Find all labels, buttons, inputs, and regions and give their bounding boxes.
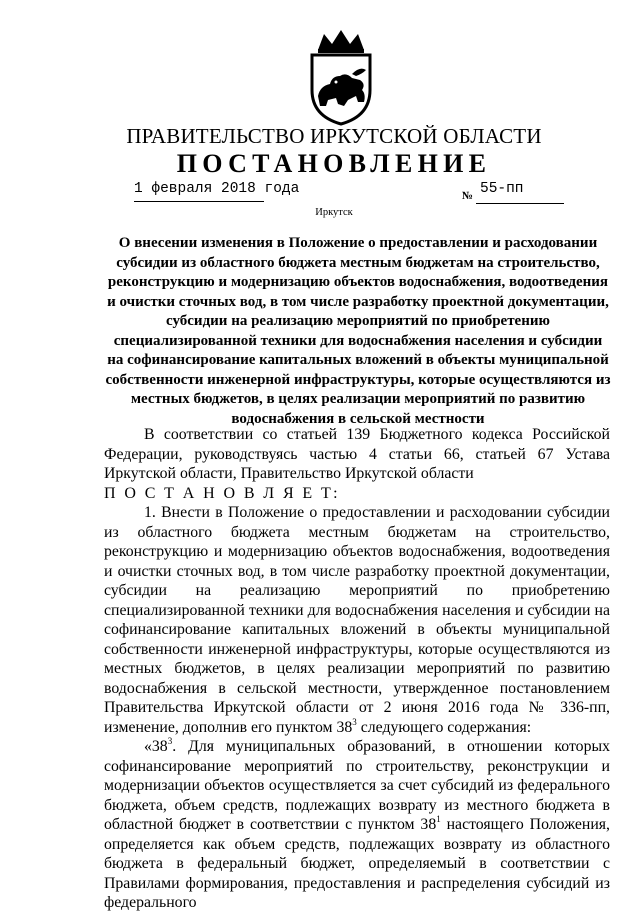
paragraph-1-text: 1. Внести в Положение о предоставлении и расходовании субсидии из областного бюджета местным бюджетам на строительство, реконструкцию и модернизацию объектов водоснабжения, водоотведения и очистки сточных вод, в том числе разработку проектной документации, субсидии на реализацию мероприятий по приобретению специализированной техники для водоснабжения населения и субсидии на софинансирование капитальных вложений в объекты муниципальной собственности инженерной инфраструктуры, которые осуществляются из местных бюджетов, в целях реализации мероприятий по развитию водоснабжения в сельской местности, утвержденное постановлением Правительства Иркутской области от 2 июня 2016 года № 336-пп, изменение, дополнив его пунктом 38 — [104, 504, 610, 736]
document-title: О внесении изменения в Положение о предоставлении и расходовании субсидии из областного бюджета местным бюджетам на строительство, реконструкцию и модернизацию объектов водоснабжения, водоотведения и очистки сточных вод, в том числе разработку проектной документации, субсидии на реализацию мероприятий по приобретению специализированной техники для водоснабжения населения и субсидии на софинансирование капитальных вложений в объекты муниципальной собственности инженерной инфраструктуры, которые осуществляются из местных бюджетов, в целях реализации мероприятий по развитию водоснабжения в сельской местности — [105, 235, 611, 427]
number-underline — [476, 203, 564, 204]
quote-sup: 3 — [167, 736, 173, 746]
date-underline — [134, 201, 264, 202]
quoted-paragraph — [104, 737, 610, 913]
document-type: ПОСТАНОВЛЕНИЕ — [176, 149, 492, 178]
document-number: 55-пп — [480, 181, 524, 197]
document-body — [104, 425, 610, 913]
paragraph-1-sup: 3 — [352, 716, 357, 727]
quote-text-2: настоящего Положения, определяется как объем средств, подлежащих возврату из областного бюджета в федеральный бюджет, определяемый в соответствии с Правилами формирования, предоставления и распределения субсидий из федерального — [104, 816, 610, 911]
number-sign: № — [462, 190, 474, 202]
decree-word: П О С Т А Н О В Л Я Е Т: — [104, 484, 341, 502]
city: Иркутск — [315, 207, 353, 218]
paragraph-1-end: следующего содержания: — [356, 718, 532, 736]
intro-paragraph: В соответствии со статьей 139 Бюджетного кодекса Российской Федерации, руководствуясь частью 4 статьи 66, статьей 67 Устава Иркутской области, Правительство Иркутской области — [104, 426, 610, 482]
quote-text-1: . Для муниципальных образований, в отношении которых софинансирование мероприятий по строительству, реконструкции и модернизации объектов осуществляется за счет субсидий из федерального бюджета, объем средств, подлежащих возврату из местного бюджета в областной бюджет в соответствии с пунктом 38 — [104, 738, 610, 833]
government-name: ПРАВИТЕЛЬСТВО ИРКУТСКОЙ ОБЛАСТИ — [126, 124, 542, 148]
quote-sup-2: 1 — [436, 814, 441, 824]
paragraph-1 — [104, 503, 610, 737]
coat-of-arms-emblem — [296, 28, 386, 128]
document-date: 1 февраля 2018 года — [134, 181, 300, 197]
quote-start: «38 — [144, 738, 168, 755]
